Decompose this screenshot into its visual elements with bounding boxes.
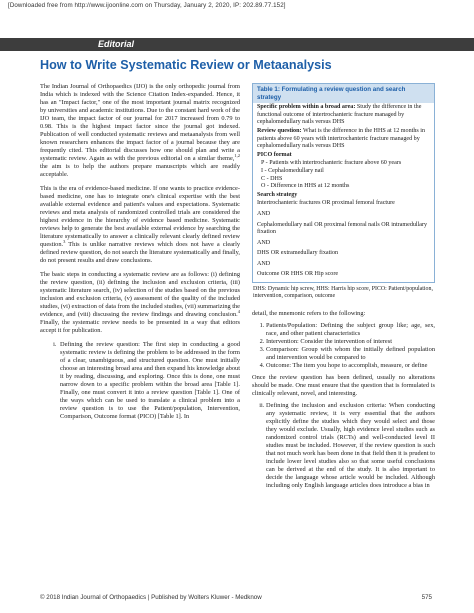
search-heading: Search strategy [257, 191, 298, 198]
search-operator: AND [257, 239, 271, 246]
paragraph-basic-steps: The basic steps in conducting a systematic review are as follows: (i) defining the review question, (ii) defining the inclusion and exclusion criteria, (iii) systematic literature search, (iv) selection of the studies based on the previous inclusion and exclusion criteria, (v) assessment of the quality of the included studies, (vi) extraction of data from the included studies, (vii) summarizing the evidence, and (viii) discussing the review findings and drawing conclusion.$^4$ Finally, the systematic review needs to be presented in a way that editors accept it for publication. [40, 271, 240, 334]
pico-heading: PICO format [257, 151, 292, 158]
steps-list [40, 341, 240, 421]
list-item: 3. Comparison: Group with whom the initially defined population and intervention would be compared to [266, 346, 435, 362]
continuation-text: detail, the mnemonic refers to the following: [252, 310, 366, 318]
section-band [0, 38, 474, 51]
list-item: 1. Patients/Population: Defining the subject group like; age, sex, race, and other patient characteristics [266, 322, 435, 338]
right-text [252, 310, 435, 490]
question-row: Review question: What is the difference in the HHS at 12 months in patients above 60 years with intertrochanteric fracture managed by cephalomedullary nails versus DHS [257, 127, 426, 150]
pico-mnemonic-list [252, 322, 435, 370]
list-item-inclusion-criteria: ii. Defining the inclusion and exclusion criteria: When conducting any systematic review, it is very essential that the authors explicitly define the studies which they would select and those they would exclude. Usually, high evidence level studies such as randomized control trials (RCTs) and well-conducted level II studies must be included. However, if the review question is such that not much work has been done in that field then it is prudent to include lower level studies also so that some useful conclusions can be derived at the end of the study. It is also important to decide the language whose article would be included. Although including only English language articles does introduce a bias in [266, 402, 435, 490]
table-1-body [253, 103, 434, 282]
table-1-heading: Table 1: Formulating a review question and search strategy [253, 84, 434, 103]
search-item: Cephalomedullary nail OR proximal femoral nails OR intramedullary fixation [257, 221, 428, 236]
article-title: How to Write Systematic Review or Metaanalysis [40, 58, 332, 72]
list-item: 4. Outcome: The item you hope to accomplish, measure, or define [266, 362, 435, 370]
citation-superscript: 1,2 [234, 152, 240, 158]
table-1-box [252, 83, 435, 283]
list-item: 2. Intervention: Consider the intervention of interest [266, 338, 435, 346]
search-item: Intertrochanteric fractures OR proximal femoral fracture [257, 200, 395, 207]
section-label: Editorial [98, 39, 135, 49]
page-number: 575 [421, 594, 432, 601]
table-1-footnote: DHS: Dynamic hip screw, HHS: Harris hip score, PICO: Patient/population, intervention, comparison, outcome [253, 286, 433, 300]
problem-row: Specific problem within a broad area: Study the difference in the functional outcome of intertrochanteric fracture managed by cephalomedullary nails versus DHS [257, 104, 422, 126]
search-operator: AND [257, 210, 271, 217]
paragraph-question-defined: Once the review question has been defined, usually no alterations should be made. One must ensure that the question that is formulated is clinically relevant, novel, and interesting. [252, 374, 435, 398]
left-column [40, 83, 240, 421]
search-operator: AND [257, 260, 271, 267]
footer-copyright: © 2018 Indian Journal of Orthopaedics | Published by Wolters Kluwer - Medknow [40, 594, 262, 601]
steps-list-continued [252, 402, 435, 490]
right-column [252, 83, 435, 494]
pico-item: I - Cephalomedullary nail [261, 167, 324, 174]
citation-superscript: 4 [237, 308, 240, 314]
paragraph-intro: The Indian Journal of Orthopaedics (IJO) is the only orthopedic journal from India which is indexed with the Science Citation Index-expanded. Hence, it has an "Impact factor," one of the most important journal matrix recognized by universities and academic institutions. Due to the constant hard work of the IJO team, the impact factor of our journal for 2017 increased from 0.79 to 0.98. This is the highest impact factor since the journal got indexed. Publication of well conducted systematic reviews and metaanalysis from well known researchers enhances the impact factor of a journal because they are frequently cited. This editorial discusses how one should plan and write a systematic review. Again as with the previous editorial on a similar theme,$^{1,2}$ the aim is to help the authors prepare manuscripts which are readily acceptable. [40, 83, 240, 178]
pico-item: P - Patients with intertrochanteric fracture above 60 years [261, 160, 402, 167]
paragraph-evidence: This is the era of evidence-based medicine. If one wants to practice evidence-based medicine, one has to integrate one's clinical expertise with the best available external evidence and patient's values and expectations. Systematic reviews and meta analysis of randomized controlled trials are considered the highest evidence in the hierarchy of evidence based medicine. Systematic reviews help to generate the best available external evidence by searching the literature systematically to answer a clinically relevant clearly defined review question.$^3$ This is unlike narrative reviews which does not have a clearly defined review question, do not search the literature systematically and finally, do not present results and draw conclusions. [40, 185, 240, 264]
download-notice: [Downloaded free from http://www.ijoonline.com on Thursday, January 2, 2020, IP: 202.89.77.152] [8, 2, 286, 9]
search-item: Outcome OR HHS OR Hip score [257, 271, 339, 278]
citation-superscript: 3 [63, 238, 66, 244]
search-item: DHS OR extramedullary fixation [257, 250, 339, 257]
pico-item: O - Difference in HHS at 12 months [261, 183, 350, 190]
pico-item: C - DHS [261, 175, 283, 182]
list-item-review-question: i. Defining the review question: The first step in conducting a good systematic review is defining the problem to be addressed in the form of a clear, unambiguous, and structured question. One must initially choose an interesting broad area and then expand his knowledge about it by reading, discussing, and exploring. Once this is done, one must narrow down to a specific problem within the broad area [Table 1]. Finally, one must convert it into a review question [Table 1]. One of the ways which can be used to translate a clinical problem into a review question is to use the Patient/population, Intervention, Comparison, Outcome format (PICO) [Table 1]. In [58, 341, 240, 421]
